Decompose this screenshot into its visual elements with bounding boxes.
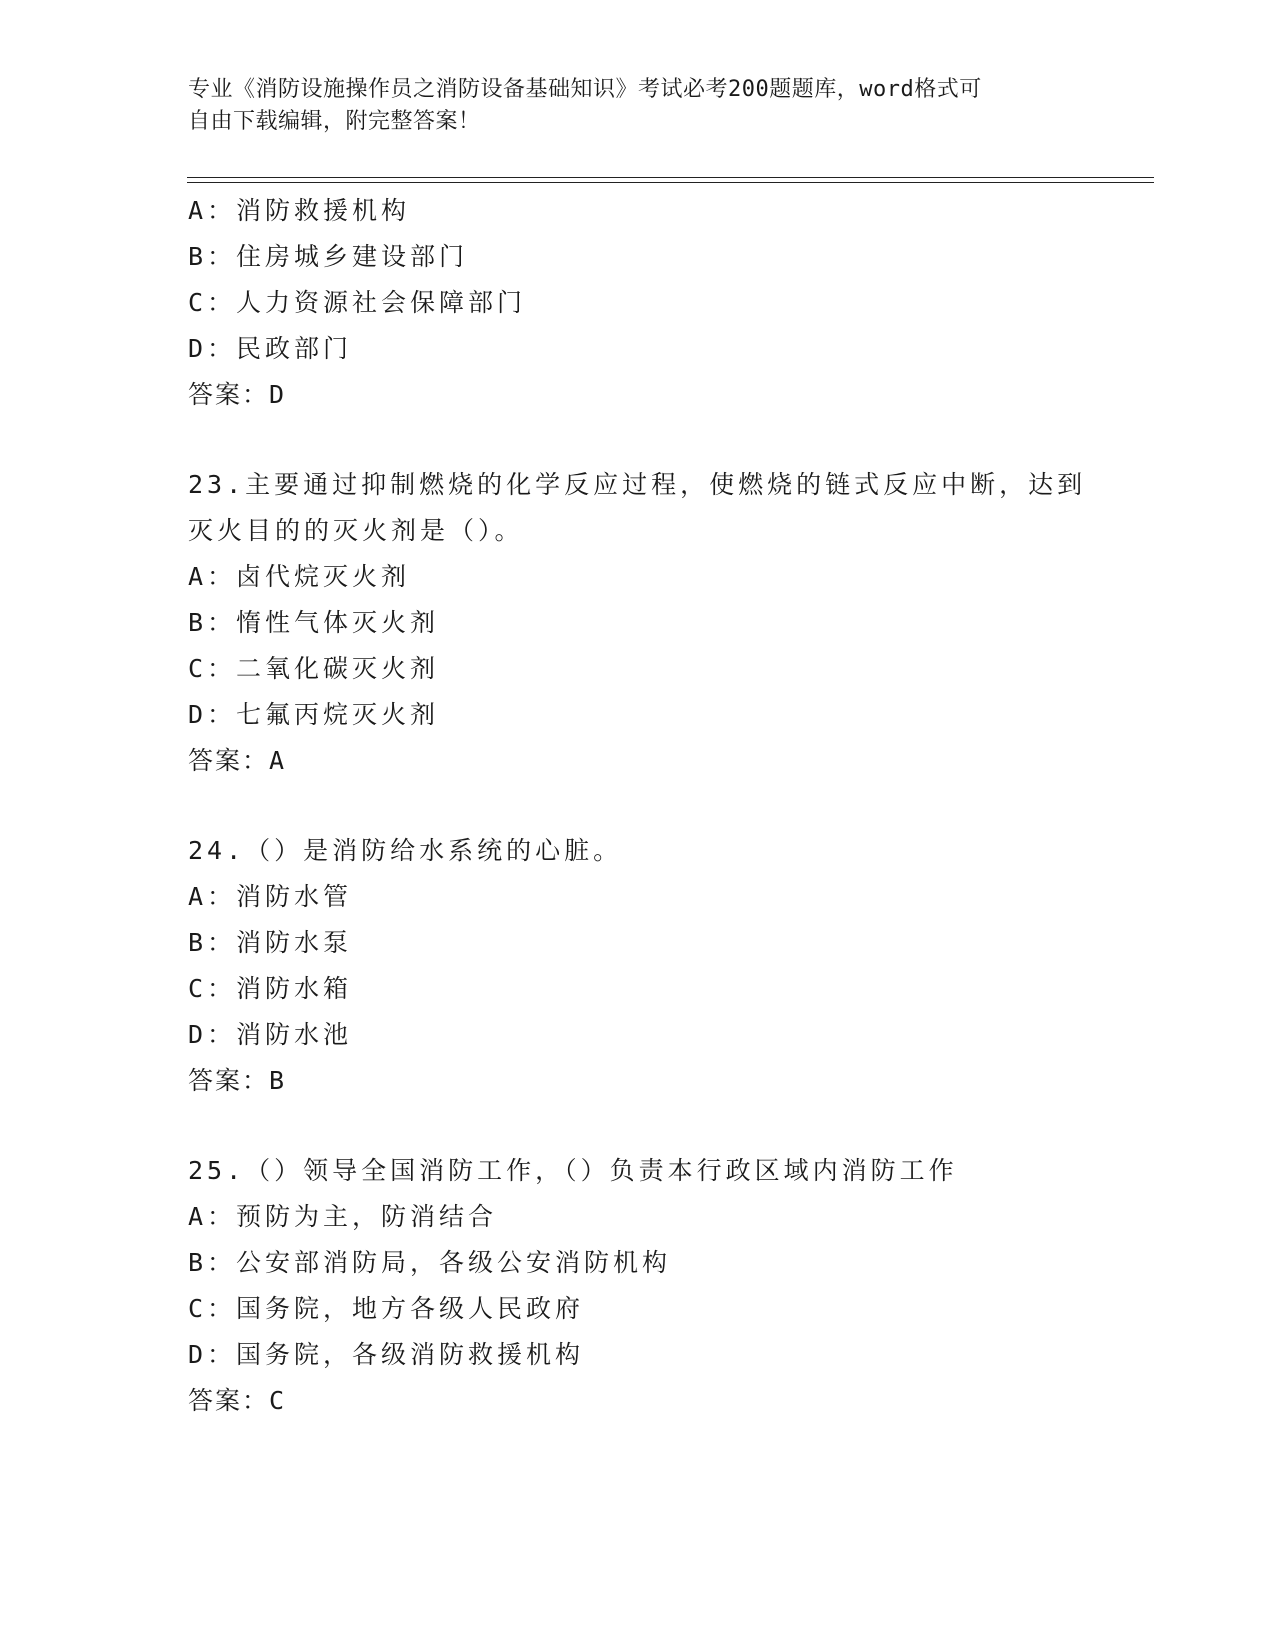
header-divider-bottom (187, 182, 1154, 183)
answer-line: 答案：A (188, 746, 287, 775)
option-d: D：消防水池 (188, 1020, 353, 1049)
answer-line: 答案：B (188, 1066, 287, 1095)
spacer (188, 418, 1088, 462)
option-c: C：人力资源社会保障部门 (188, 288, 527, 317)
header-line-1: 专业《消防设施操作员之消防设备基础知识》考试必考200题题库，word格式可 (188, 77, 982, 102)
option-a: A：消防水管 (188, 882, 353, 911)
option-b: B：消防水泵 (188, 928, 353, 957)
answer-line: 答案：D (188, 380, 287, 409)
option-c: C：国务院，地方各级人民政府 (188, 1294, 585, 1323)
question-24 (188, 828, 1088, 1104)
question-text-line-1: 23.主要通过抑制燃烧的化学反应过程，使燃烧的链式反应中断，达到 (188, 470, 1087, 499)
option-b: B：惰性气体灭火剂 (188, 608, 440, 637)
option-b: B：公安部消防局，各级公安消防机构 (188, 1248, 672, 1277)
option-c: C：消防水箱 (188, 974, 353, 1003)
question-text-line-1: 25.（）领导全国消防工作，（）负责本行政区域内消防工作 (188, 1156, 958, 1185)
option-b: B：住房城乡建设部门 (188, 242, 469, 271)
question-22 (188, 188, 1088, 418)
document-header (188, 74, 1068, 138)
answer-line: 答案：C (188, 1386, 287, 1415)
question-text-line-2: 灭火目的的灭火剂是（）。 (188, 516, 524, 545)
option-d: D：七氟丙烷灭火剂 (188, 700, 440, 729)
question-list (188, 188, 1088, 1424)
question-25 (188, 1148, 1088, 1424)
option-a: A：消防救援机构 (188, 196, 411, 225)
question-text-line-1: 24.（）是消防给水系统的心脏。 (188, 836, 623, 865)
option-d: D：民政部门 (188, 334, 353, 363)
option-c: C：二氧化碳灭火剂 (188, 654, 440, 683)
header-divider-top (187, 177, 1154, 178)
option-a: A：预防为主，防消结合 (188, 1202, 498, 1231)
header-line-2: 自由下载编辑，附完整答案！ (188, 109, 481, 134)
option-a: A：卤代烷灭火剂 (188, 562, 411, 591)
spacer (188, 1104, 1088, 1148)
option-d: D：国务院，各级消防救援机构 (188, 1340, 585, 1369)
spacer (188, 784, 1088, 828)
question-23 (188, 462, 1088, 784)
